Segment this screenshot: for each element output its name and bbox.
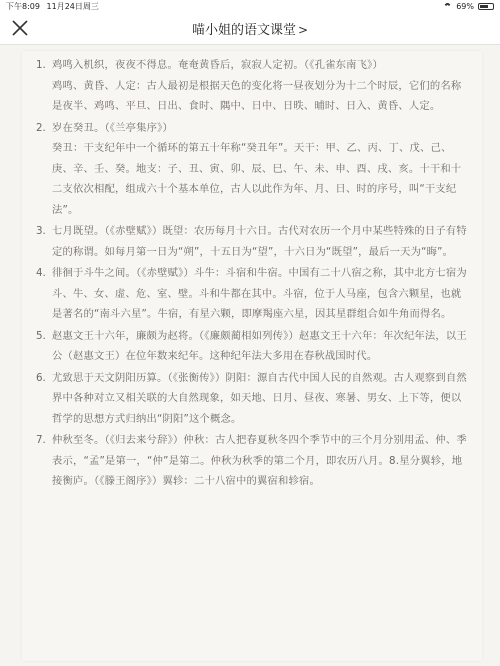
list-item-heading: 岁在癸丑。（《兰亭集序》）: [52, 121, 174, 134]
nav-bar: [0, 12, 500, 45]
battery-fill: [480, 5, 488, 8]
list-item-heading: 鸡鸣入机织，夜夜不得息。奄奄黄昏后，寂寂人定初。（《孔雀东南飞》）: [52, 59, 383, 71]
list-item-heading: 徘徊于斗牛之间。（《赤壁赋》）斗牛：斗宿和牛宿。中国有二十八宿之称，其中北方七宿为斗、牛、女、虚、危、室、壁。斗和牛都在其中。斗宿，位于人马座，包含六颗星，也就是著名的“南斗六星”。牛宿，有星六颗，即摩羯座六星，因其星群组合如牛角而得名。: [52, 267, 467, 320]
close-icon[interactable]: [10, 18, 30, 38]
battery-percent: 69%: [456, 1, 474, 11]
list-item-number: 3.: [36, 225, 46, 237]
list-item-number: 6.: [36, 371, 46, 384]
status-time: 下午8:09: [6, 1, 40, 11]
list-item-head: [36, 326, 470, 367]
list-item-head: [36, 368, 470, 430]
article-content: [22, 51, 482, 661]
list-item: [36, 326, 470, 367]
list-item-heading: 赵惠文王十六年，廉颇为赵将。（《廉颇蔺相如列传》）赵惠文王十六年：年次纪年法，以王公（赵惠文王）在位年数来纪年。这种纪年法大多用在春秋战国时代。: [52, 329, 467, 362]
list-item-number: 4.: [36, 267, 46, 279]
page-title[interactable]: [0, 19, 500, 38]
list-item-head: [36, 55, 470, 76]
list-item-heading: 尤致思于天文阴阳历算。（《张衡传》）阴阳：源自古代中国人民的自然观。古人观察到自然界中各种对立又相关联的大自然现象，如天地、日月、昼夜、寒暑、男女、上下等，便以哲学的思想方式归纳出“阴阳”这个概念。: [52, 371, 467, 425]
list-item-heading: 七月既望。（《赤壁赋》）既望：农历每月十六日。古代对农历一个月中某些特殊的日子有特定的称谓。如每月第一日为“朔”，十五日为“望”，十六日为“既望”，最后一天为“晦”。: [52, 225, 467, 258]
list-item: [36, 221, 470, 262]
list-item: [36, 55, 470, 117]
list-item-number: 2.: [36, 121, 46, 134]
list-item-head: [36, 118, 470, 139]
wifi-icon: [443, 3, 452, 10]
list-item-number: 1.: [36, 59, 46, 71]
status-right: [443, 2, 494, 11]
status-date: 11月24日周三: [46, 1, 99, 11]
status-bar: [0, 0, 500, 12]
status-left: [6, 1, 103, 12]
list-item: [36, 118, 470, 221]
list-item-head: [36, 430, 470, 492]
list-item-head: [36, 221, 470, 262]
chevron-right-icon: >: [297, 22, 309, 37]
list-item-number: 7.: [36, 434, 46, 446]
list-item-number: 5.: [36, 329, 46, 342]
list-item: [36, 368, 470, 430]
list-item-head: [36, 263, 470, 325]
list-item: [36, 430, 470, 492]
list-item-explanation: 鸡鸣、黄昏、人定：古人最初是根据天色的变化将一昼夜划分为十二个时辰，它们的名称是夜半、鸡鸣、平旦、日出、食时、隅中、日中、日昳、晡时、日入、黄昏、人定。: [52, 79, 462, 112]
battery-icon: [478, 3, 494, 10]
list-item: [36, 263, 470, 325]
page-title-text: 喵小姐的语文课堂: [191, 22, 296, 38]
list-item-heading: 仲秋至冬。（《归去来兮辞》）仲秋：古人把春夏秋冬四个季节中的三个月分别用孟、仲、季表示，“孟”是第一，“仲”是第二。仲秋为秋季的第二个月，即农历八月。8.星分翼轸，地接衡庐。（《滕王阁序》）翼轸：二十八宿中的翼宿和轸宿。: [52, 434, 467, 487]
list-item-explanation: 癸丑：干支纪年中一个循环的第五十年称“癸丑年”。天干：甲、乙、丙、丁、戊、己、庚、辛、壬、癸。地支：子、丑、寅、卯、辰、巳、午、未、申、酉、戌、亥。十干和十二支依次相配，组成六十个基本单位，古人以此作为年、月、日、时的序号，叫“干支纪法”。: [52, 142, 462, 216]
